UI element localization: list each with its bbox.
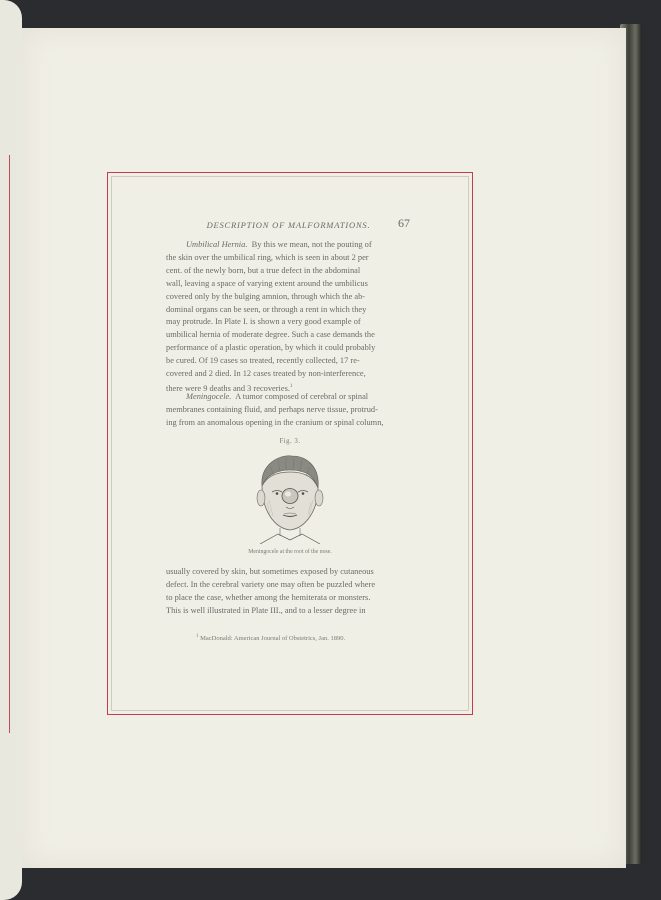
text-line: wall, leaving a space of varying extent around the umbilicus (166, 278, 368, 288)
text-line: defect. In the cerebral variety one may often be puzzled where (166, 579, 376, 589)
text-line: there were 9 deaths and 3 recoveries.$^1$ (166, 383, 293, 393)
footnote-marker: 1 (196, 634, 199, 639)
page-number: 67 (398, 216, 410, 230)
text-line: covered only by the bulging amnion, through which the ab- (166, 291, 366, 301)
text-line: umbilical hernia of moderate degree. Such a case demands the (166, 330, 375, 340)
footnote-text: MacDonald: American Journal of Obstetrics, Jan. 1890. (200, 635, 346, 643)
footnote-reference: 1 (289, 383, 293, 389)
paragraph-umbilical-hernia (166, 239, 411, 396)
text-line: usually covered by skin, but sometimes exposed by cutaneous (166, 567, 374, 576)
paragraph-heading: Meningocele. (186, 392, 232, 401)
text-line: be cured. Of 19 cases so treated, recently collected, 17 re- (166, 356, 360, 366)
running-title: DESCRIPTION OF MALFORMATIONS. (206, 220, 371, 230)
text-line: cent. of the newly born, but a true defect in the abdominal (166, 265, 361, 275)
text-line: dominal organs can be seen, or through a rent in which they (166, 304, 367, 314)
text-line: performance of a plastic operation, by which it could probably (166, 343, 376, 353)
text-line: Meningocele. A tumor composed of cerebral or spinal (186, 392, 369, 401)
paragraph-heading: Umbilical Hernia. (186, 240, 248, 249)
text-line: the skin over the umbilical ring, which is seen in about 2 per (166, 252, 369, 262)
child-portrait-illustration (240, 452, 340, 544)
facing-page-edge (0, 0, 22, 900)
text-line: ing from an anomalous opening in the cranium or spinal column, (166, 417, 384, 427)
footnote (196, 634, 396, 642)
text-line: may protrude. In Plate I. is shown a very good example of (166, 317, 361, 327)
text-line: This is well illustrated in Plate III., and to a lesser degree in (166, 605, 366, 615)
facing-page-rule (0, 155, 10, 733)
text-line: to place the case, whether among the hemiterata or monsters. (166, 592, 371, 602)
figure-caption: Meningocele at the root of the nose. (248, 549, 332, 555)
paragraph-continuation (166, 566, 411, 618)
text-line: membranes containing fluid, and perhaps nerve tissue, protrud- (166, 404, 378, 414)
text-line: covered and 2 died. In 12 cases treated by non-interference, (166, 369, 366, 379)
figure-label: Fig. 3. (279, 438, 301, 445)
text-line: Umbilical Hernia. By this we mean, not the pouting of (186, 240, 372, 249)
paragraph-meningocele (166, 391, 411, 430)
